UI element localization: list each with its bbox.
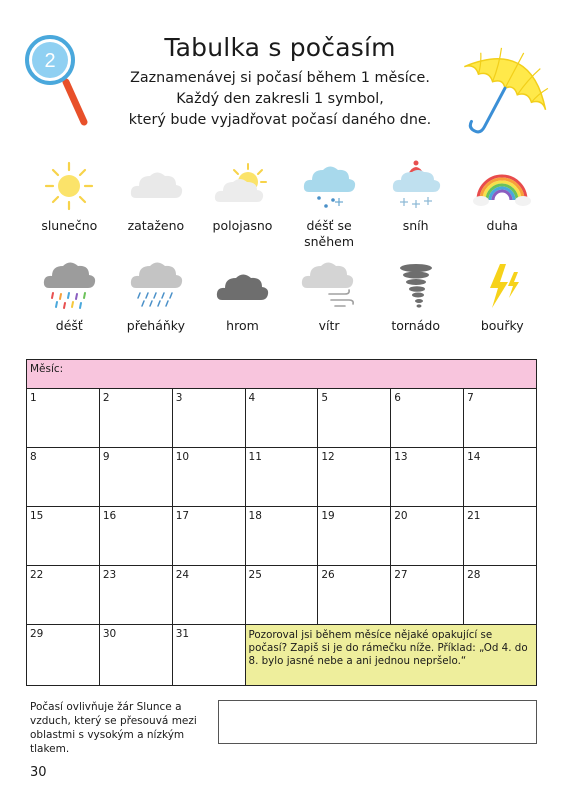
rainbow-icon [472, 160, 532, 212]
snow-icon [386, 160, 446, 212]
calendar-week-row [27, 507, 537, 566]
legend-item-showers [113, 260, 200, 334]
day-cell[interactable]: 9 [99, 448, 172, 507]
day-cell[interactable]: 23 [99, 566, 172, 625]
legend-label: tornádo [391, 318, 440, 333]
legend-label: sníh [402, 218, 429, 233]
sleet-icon [299, 160, 359, 212]
day-cell[interactable]: 30 [99, 625, 172, 686]
observation-note: Pozoroval jsi během měsíce nějaké opakující se počasí? Zapiš si je do rámečku níže. Příklad: „Od 4. do 8. bylo jasné nebe a ani jednou nepršelo.“ [245, 625, 536, 686]
legend-label: polojasno [212, 218, 273, 233]
cloud-icon [126, 160, 186, 212]
legend-item-partly-sunny [199, 160, 286, 250]
intro-line: který bude vyjadřovat počasí daného dne. [128, 112, 432, 128]
legend-label: déšť [55, 318, 83, 333]
legend-item-storm [459, 260, 546, 334]
magnifier-number-badge-icon [22, 34, 102, 126]
calendar-week-row [27, 566, 537, 625]
legend-label: slunečno [41, 218, 98, 233]
weather-legend-row [26, 160, 546, 250]
month-row [27, 360, 537, 389]
weather-calendar-table [26, 359, 537, 686]
day-cell[interactable]: 3 [172, 389, 245, 448]
intro-line: Každý den zakresli 1 symbol, [176, 91, 384, 107]
legend-item-sleet [286, 160, 373, 250]
legend-item-tornado [372, 260, 459, 334]
day-cell[interactable]: 29 [27, 625, 100, 686]
legend-item-thunder [199, 260, 286, 334]
day-cell[interactable]: 14 [464, 448, 537, 507]
sun-behind-cloud-icon [212, 160, 272, 212]
weather-legend-row [26, 260, 546, 334]
legend-label: přeháňky [126, 318, 185, 333]
umbrella-icon [452, 40, 556, 148]
calendar-week-row [27, 389, 537, 448]
day-cell[interactable]: 2 [99, 389, 172, 448]
answer-box[interactable] [218, 700, 537, 744]
legend-item-rainbow [459, 160, 546, 250]
tornado-icon [386, 260, 446, 312]
day-cell[interactable]: 20 [391, 507, 464, 566]
day-cell[interactable]: 18 [245, 507, 318, 566]
legend-label: déšť se sněhem [304, 218, 355, 249]
sun-icon [39, 160, 99, 212]
footer-fact-text: Počasí ovlivňuje žár Slunce a vzduch, který se přesouvá mezi oblastmi s vysokým a nízkým tlakem. [30, 701, 197, 755]
page-number: 30 [30, 765, 47, 780]
legend-item-wind [286, 260, 373, 334]
legend-label: hrom [226, 318, 259, 333]
page-title: Tabulka s počasím [164, 33, 396, 62]
day-cell[interactable]: 28 [464, 566, 537, 625]
day-cell[interactable]: 7 [464, 389, 537, 448]
calendar-week-row [27, 625, 537, 686]
legend-label: zataženo [127, 218, 185, 233]
day-cell[interactable]: 21 [464, 507, 537, 566]
legend-item-sunny [26, 160, 113, 250]
day-cell[interactable]: 22 [27, 566, 100, 625]
day-cell[interactable]: 8 [27, 448, 100, 507]
legend-label: vítr [318, 318, 340, 333]
day-cell[interactable]: 13 [391, 448, 464, 507]
calendar-week-row [27, 448, 537, 507]
day-cell[interactable]: 1 [27, 389, 100, 448]
day-cell[interactable]: 27 [391, 566, 464, 625]
legend-item-overcast [113, 160, 200, 250]
badge-number: 2 [44, 50, 56, 72]
day-cell[interactable]: 15 [27, 507, 100, 566]
thunder-cloud-icon [212, 260, 272, 312]
intro-text [110, 68, 450, 131]
day-cell[interactable]: 19 [318, 507, 391, 566]
lightning-icon [472, 260, 532, 312]
day-cell[interactable]: 25 [245, 566, 318, 625]
day-cell[interactable]: 4 [245, 389, 318, 448]
day-cell[interactable]: 17 [172, 507, 245, 566]
day-cell[interactable]: 16 [99, 507, 172, 566]
intro-line: Zaznamenávej si počasí během 1 měsíce. [130, 70, 430, 86]
day-cell[interactable]: 11 [245, 448, 318, 507]
day-cell[interactable]: 26 [318, 566, 391, 625]
showers-icon [126, 260, 186, 312]
day-cell[interactable]: 24 [172, 566, 245, 625]
legend-label: bouřky [480, 318, 524, 333]
legend-item-rain [26, 260, 113, 334]
rain-icon [39, 260, 99, 312]
day-cell[interactable]: 6 [391, 389, 464, 448]
day-cell[interactable]: 12 [318, 448, 391, 507]
legend-label: duha [486, 218, 518, 233]
month-field[interactable] [27, 360, 537, 389]
month-label: Měsíc: [30, 363, 64, 375]
day-cell[interactable]: 5 [318, 389, 391, 448]
legend-item-snow [372, 160, 459, 250]
wind-icon [299, 260, 359, 312]
day-cell[interactable]: 10 [172, 448, 245, 507]
day-cell[interactable]: 31 [172, 625, 245, 686]
